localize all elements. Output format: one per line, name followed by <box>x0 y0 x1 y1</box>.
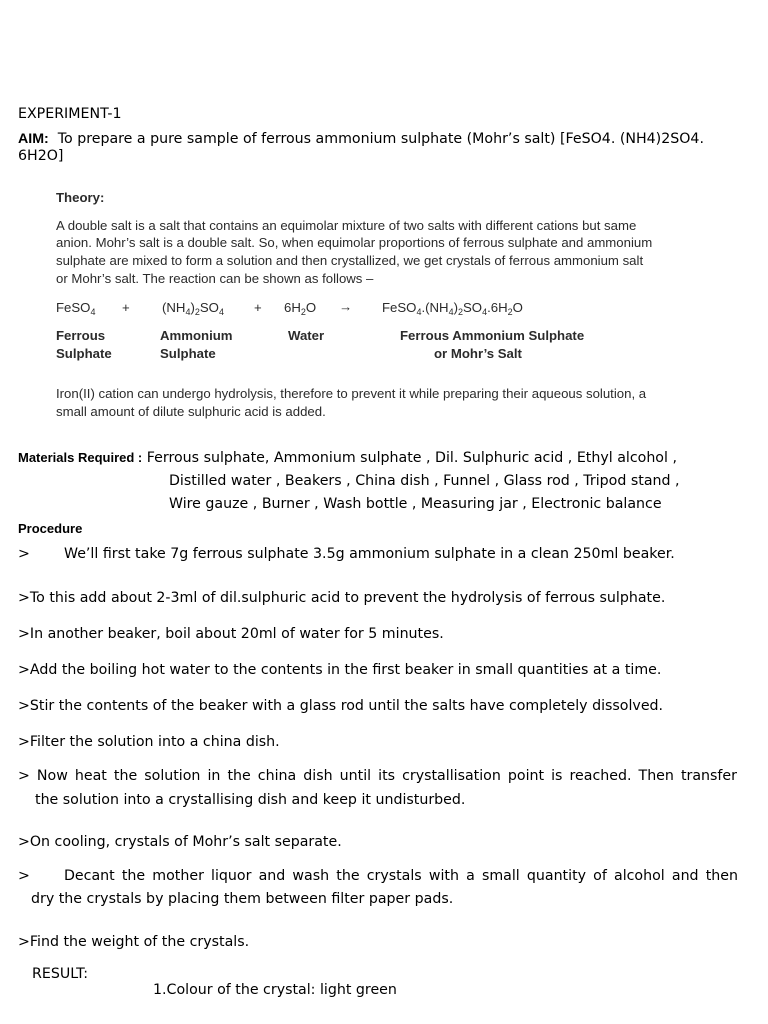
step-5: >Stir the contents of the beaker with a glass rod until the salts have completely dissolved. <box>18 698 664 714</box>
name-ferrous-ammonium-sulphate: Ferrous Ammonium Sulphate <box>400 328 585 343</box>
theory-line-3: sulphate are mixed to form a solution and then crystallized, we get crystals of ferrous ammonium salt <box>56 253 644 268</box>
procedure-heading: Procedure <box>18 521 83 536</box>
step-2: >To this add about 2-3ml of dil.sulphuric acid to prevent the hydrolysis of ferrous sulphate. <box>18 590 666 606</box>
step-6: >Filter the solution into a china dish. <box>18 734 280 750</box>
step-3: >In another beaker, boil about 20ml of water for 5 minutes. <box>18 626 444 642</box>
result-label: RESULT: <box>32 966 89 982</box>
theory-line-1: A double salt is a salt that contains an equimolar mixture of two salts with different cations but same <box>56 218 637 233</box>
step-9-marker: > <box>18 868 30 884</box>
name-ferrous: Ferrous <box>56 328 106 343</box>
equation-plus-1: + <box>122 300 130 315</box>
name-water: Water <box>288 328 325 343</box>
equation-plus-2: + <box>254 300 262 315</box>
step-8: >On cooling, crystals of Mohr’s salt separate. <box>18 834 342 850</box>
equation-reactant-ammonium-sulphate: $(NH_4)_2SO_4$ <box>162 300 224 317</box>
step-1: We’ll first take 7g ferrous sulphate 3.5g ammonium sulphate in a clean 250ml beaker. <box>64 546 675 562</box>
materials-text-1: Ferrous sulphate, Ammonium sulphate , Dil. Sulphuric acid , Ethyl alcohol , <box>146 450 677 466</box>
equation-product: $FeSO_4.(NH_4)_2SO_4.6H_2O$ <box>382 300 523 317</box>
equation-arrow: → <box>339 299 353 314</box>
aim-text-line2: 6H2O] <box>18 148 64 164</box>
step-10: >Find the weight of the crystals. <box>18 934 250 950</box>
step-9-line-1: Decant the mother liquor and wash the crystals with a small quantity of alcohol and then <box>64 868 738 884</box>
aim-text-line1: To prepare a pure sample of ferrous ammonium sulphate (Mohr’s salt) [FeSO4. (NH4)2SO4. <box>57 131 704 147</box>
materials-line-2: Distilled water , Beakers , China dish , Funnel , Glass rod , Tripod stand , <box>169 473 680 489</box>
theory-line-2: anion. Mohr’s salt is a double salt. So, when equimolar proportions of ferrous sulphate and ammonium <box>56 235 653 250</box>
theory-heading: Theory: <box>56 190 105 205</box>
step-7-line-2: the solution into a crystallising dish and keep it undisturbed. <box>35 792 466 808</box>
name-sulphate-1: Sulphate <box>56 346 112 361</box>
name-sulphate-2: Sulphate <box>160 346 216 361</box>
step-9-line-2: dry the crystals by placing them between filter paper pads. <box>31 891 454 907</box>
experiment-title: EXPERIMENT-1 <box>18 106 122 122</box>
materials-line-1 <box>18 450 677 466</box>
theory-note-line-2: small amount of dilute sulphuric acid is added. <box>56 404 326 419</box>
name-mohrs-salt: or Mohr’s Salt <box>434 346 522 361</box>
aim-line <box>18 131 704 147</box>
theory-note-line-1: Iron(II) cation can undergo hydrolysis, therefore to prevent it while preparing their aqueous solution, a <box>56 386 647 401</box>
step-7-line-1: > Now heat the solution in the china dish until its crystallisation point is reached. Then transfer <box>18 768 737 784</box>
step-4: >Add the boiling hot water to the contents in the first beaker in small quantities at a time. <box>18 662 662 678</box>
step-1-marker: > <box>18 546 30 562</box>
name-ammonium: Ammonium <box>160 328 233 343</box>
result-item-1: 1.Colour of the crystal: light green <box>153 982 397 998</box>
aim-label: AIM: <box>18 131 49 147</box>
equation-reactant-ferrous-sulphate: FeSO$_4$ <box>56 300 96 317</box>
materials-line-3: Wire gauze , Burner , Wash bottle , Measuring jar , Electronic balance <box>169 496 662 512</box>
theory-line-4: or Mohr’s salt. The reaction can be shown as follows – <box>56 271 374 286</box>
materials-label: Materials Required : <box>18 450 143 465</box>
equation-reactant-water: $6H_2O$ <box>284 300 317 317</box>
